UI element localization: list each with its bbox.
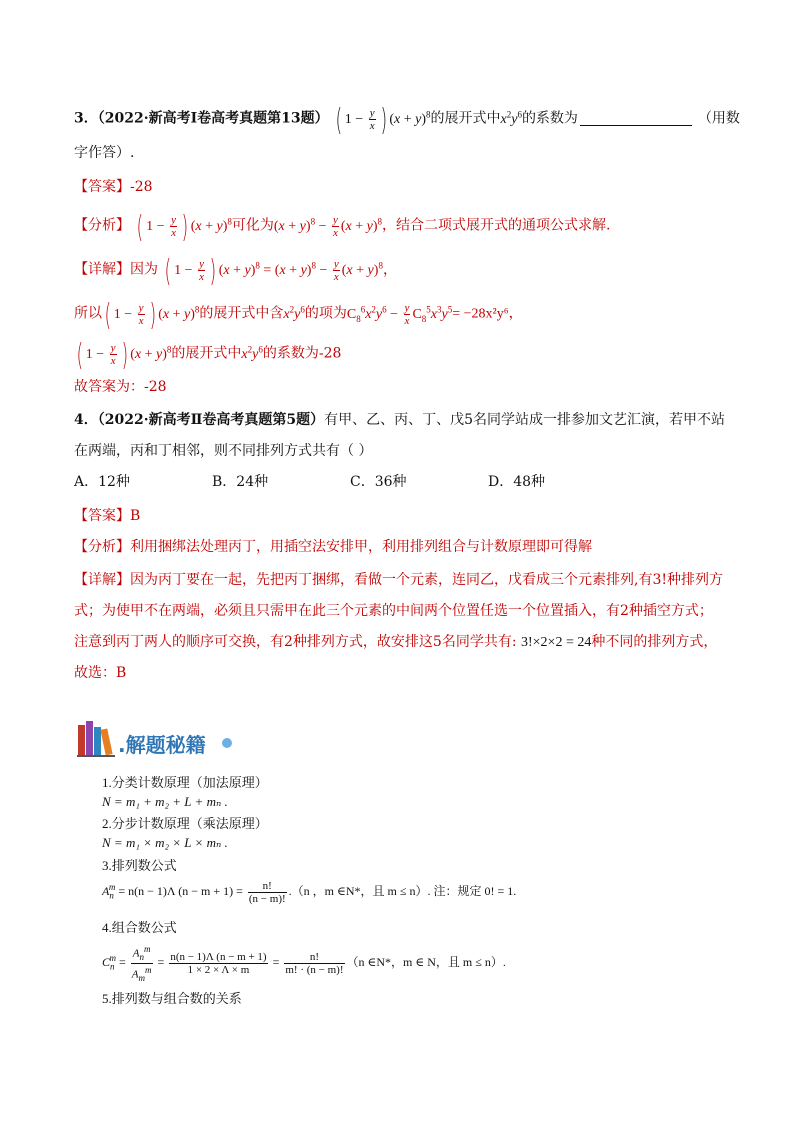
detail-line3a: 注意到丙丁两人的顺序可交换，有2种排列方式，故安排这5名同学共有: [74, 634, 517, 650]
answer-value: -28 [130, 179, 153, 195]
analysis-tag: 【分析】 [74, 539, 130, 555]
item4-num1: n(n − 1)Λ (n − m + 1) [170, 950, 267, 963]
q3-tail1: （用数 [697, 110, 740, 127]
q4-source: （2022·新高考Ⅱ卷高考真题第5题） [97, 412, 325, 428]
detail-tag: 【详解】 [74, 261, 130, 278]
q3-stem-line1: 3．（2022·新高考Ⅰ卷高考真题第13题） ( 1 − $\frac{y}{x}$ ) $(x + y)^8$的展开式中$x^2y^6$的系数为 （用数 [74, 102, 740, 138]
q3-detail-line3: ( 1 − $\frac{y}{x}$ ) $(x + y)^8$的展开式中$x^2y^6$的系数为-28 [76, 337, 342, 373]
item1-title: 1.分类计数原理（加法原理） [102, 775, 268, 790]
detail-lead: 因为 [130, 261, 158, 278]
secrets-title: .解题秘籍 [118, 733, 206, 757]
detail-line3b: 3!×2×2 = 24 [520, 635, 592, 650]
q3-detail-line1: 【详解】因为 ( 1 − $\frac{y}{x}$ ) $(x + y)^8 = (x + y)^8$ − $\frac{y}{x}$ $(x + y)^8$， [74, 253, 397, 289]
item3-cond: .（n ，m ∈N*，且 m ≤ n）. 注：规定 0! = 1. [288, 884, 517, 898]
item4-cond: （n ∈N*，m ∈ N，且 m ≤ n）. [346, 955, 506, 970]
item4-formula: $C_n^m$ = $\frac{A_n^m}{A_m^m}$ = $\frac{n(n - 1)\Lambda (n - m + 1)}{1 \times 2 \times \Lambda \times m}$ = $\frac{n!}{m! \cdot (n - m)!}$ （n ∈N*，m ∈ N，且 m ≤ n）. [102, 944, 506, 983]
detail-line2-lead: 所以 [74, 305, 102, 322]
analysis-mid: 可化为 [231, 217, 274, 234]
detail-tag: 【详解】 [74, 572, 130, 588]
item3-den: (n − m)! [248, 892, 286, 905]
detail-line3c: 种不同的排列方式， [591, 634, 718, 650]
q3-expansion-text: 的展开式中 [430, 110, 501, 127]
item5-title: 5.排列数与组合数的关系 [102, 991, 242, 1006]
item2-title: 2.分步计数原理（乘法原理） [102, 816, 268, 831]
q4-detail-line4: 故选：B [74, 665, 127, 681]
analysis-tag: 【分析】 [74, 217, 130, 234]
detail-line1: 因为丙丁要在一起，先把丙丁捆绑，看做一个元素，连同乙，戊看成三个元素排列,有3!种排列方 [130, 572, 723, 588]
item4-title: 4.组合数公式 [102, 920, 177, 935]
option-b: B．24种 [212, 474, 269, 490]
q3-expression: ( 1 − $\frac{y}{x}$ ) $(x + y)^8$ [335, 102, 431, 138]
item4-num2: n! [284, 951, 344, 964]
q4-number: 4． [74, 412, 98, 428]
q3-analysis: 【分析】 ( 1 − $\frac{y}{x}$ ) $(x + y)^8$可化为$(x + y)^8$ − $\frac{y}{x}$ $(x + y)^8$，结合二项式展开式的通项公式求解. [74, 209, 611, 245]
item4-den1: 1 × 2 × Λ × m [187, 963, 250, 976]
q3-stem-line2: 字作答）. [74, 145, 135, 161]
answer-blank [580, 111, 692, 126]
q4-stem-line1 [74, 410, 725, 430]
item3-title: 3.排列数公式 [102, 858, 177, 873]
answer-value: B [130, 508, 141, 524]
analysis-rest: ，结合二项式展开式的通项公式求解. [382, 217, 611, 234]
detail-line3-mid: 的展开式中 [171, 345, 242, 362]
item3-formula: $A_n^m = n(n - 1)\Lambda$ (n − m + 1) = $\frac{n!}{(n - m)!}$ .（n ，m ∈N*，且 m ≤ n）. 注：规定 0! = 1. [102, 879, 517, 905]
q3-detail-line2: 所以( 1 − $\frac{y}{x}$ ) $(x + y)^8$的展开式中含$x^2y^6$的项为$C_8^6x^2y^6$ − $\frac{y}{x}$ $C_8^5x^3y^5= -28x^2y^6$， [74, 297, 523, 333]
option-c: C．36种 [350, 474, 407, 490]
books-icon [76, 719, 118, 759]
q3-source: （2022·新高考Ⅰ卷高考真题第13题） [97, 110, 329, 127]
detail-line3-end: 的系数为-28 [262, 345, 342, 362]
item4-den2: m! · (n − m)! [285, 963, 344, 976]
detail-line2-result: = −28x²y⁶， [452, 306, 523, 322]
option-d: D．48种 [488, 474, 546, 490]
q3-number: 3． [74, 110, 98, 127]
item2-formula: N = m₁ × m₂ × L × mₙ . [102, 835, 228, 850]
answer-tag: 【答案】 [74, 508, 130, 524]
q4-options [74, 472, 626, 492]
detail-line2-mid2: 的项为 [304, 305, 347, 322]
q3-answer [74, 177, 153, 197]
q4-detail-line2: 式；为使甲不在两端，必须且只需甲在此三个元素的中间两个位置任选一个位置插入，有2种插空方式； [74, 603, 713, 619]
q3-final: 故答案为：-28 [74, 379, 167, 395]
item3-lhs: = n(n − 1)Λ (n − m + 1) = [118, 884, 243, 898]
q4-detail-line3 [74, 632, 717, 653]
q3-coef-text: 的系数为 [521, 110, 578, 127]
title-dot [222, 738, 232, 748]
q4-analysis [74, 537, 592, 557]
detail-line2-mid: 的展开式中含 [199, 305, 284, 322]
q4-stem1: 有甲、乙、丙、丁、戊5名同学站成一排参加文艺汇演，若甲不站 [324, 412, 726, 428]
q4-answer [74, 506, 140, 526]
q4-stem-line2: 在两端，丙和丁相邻，则不同排列方式共有（ ） [74, 443, 373, 459]
analysis-text: 利用捆绑法处理丙丁，用插空法安排甲，利用排列组合与计数原理即可得解 [130, 539, 592, 555]
answer-tag: 【答案】 [74, 179, 130, 195]
option-a: A．12种 [74, 474, 130, 490]
q4-detail-line1 [74, 570, 723, 590]
item3-num: n! [248, 880, 287, 893]
item1-formula: N = m₁ + m₂ + L + mₙ . [102, 794, 228, 809]
